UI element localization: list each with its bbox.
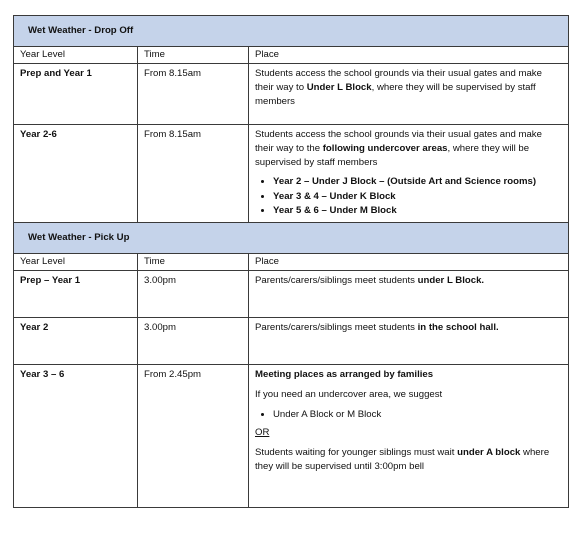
dropoff-header-row xyxy=(14,47,569,64)
dropoff-block-list xyxy=(255,175,562,219)
pickup-row3-place xyxy=(249,365,569,508)
dropoff-block-year5-6: • Year 5 & 6 – Under M Block xyxy=(273,204,562,218)
pickup-row3-wait-text: Students waiting for younger siblings must wait xyxy=(255,446,458,458)
dropoff-row2-place-text: Students access the school grounds via their usual gates and make their way to the xyxy=(255,128,542,154)
pickup-row3-level: Year 3 – 6 xyxy=(14,365,138,508)
pickup-row2-place xyxy=(249,318,569,365)
pickup-row2-level: Year 2 xyxy=(14,318,138,365)
dropoff-row-year2-6 xyxy=(14,124,569,222)
dropoff-section-title: Wet Weather - Drop Off xyxy=(14,16,569,47)
dropoff-row2-place-tail: , where they will be supervised by staff members xyxy=(255,142,530,168)
pickup-row3-wait xyxy=(255,446,562,474)
pickup-option-list xyxy=(255,408,562,422)
dropoff-row1-place xyxy=(249,63,569,124)
pickup-row3-wait-location: under A block xyxy=(457,446,521,458)
pickup-row2-place-text: Parents/carers/siblings meet students xyxy=(255,322,418,334)
pickup-row1-place xyxy=(249,271,569,318)
pickup-option-blocks: • Under A Block or M Block xyxy=(273,408,562,422)
dropoff-row1-place-location: Under L Block xyxy=(306,81,372,93)
dropoff-header-place: Place xyxy=(249,47,569,64)
pickup-row3-or: OR xyxy=(255,426,270,438)
pickup-row3-time: From 2.45pm xyxy=(138,365,249,508)
pickup-header-level: Year Level xyxy=(14,254,138,271)
pickup-header-row xyxy=(14,254,569,271)
pickup-row1-time: 3.00pm xyxy=(138,271,249,318)
dropoff-block-year2: • Year 2 – Under J Block – (Outside Art and Science rooms) xyxy=(273,175,562,189)
wet-weather-table xyxy=(13,15,569,508)
pickup-row2-place-location: in the school hall. xyxy=(417,322,499,334)
dropoff-row2-place-para xyxy=(255,128,562,170)
dropoff-row2-level: Year 2-6 xyxy=(14,124,138,222)
dropoff-row1-place-text: Students access the school grounds via their usual gates and make their way to xyxy=(255,67,542,93)
dropoff-row1-place-tail: , where they will be supervised by staff members xyxy=(255,81,536,107)
dropoff-block-year3-4: • Year 3 & 4 – Under K Block xyxy=(273,190,562,204)
pickup-section-title: Wet Weather - Pick Up xyxy=(14,223,569,254)
dropoff-row1-level: Prep and Year 1 xyxy=(14,63,138,124)
pickup-section-row xyxy=(14,223,569,254)
dropoff-section-row xyxy=(14,16,569,47)
pickup-row-year2 xyxy=(14,318,569,365)
dropoff-row2-place xyxy=(249,124,569,222)
pickup-row1-level: Prep – Year 1 xyxy=(14,271,138,318)
dropoff-row-prep-year1 xyxy=(14,63,569,124)
dropoff-header-time: Time xyxy=(138,47,249,64)
pickup-header-place: Place xyxy=(249,254,569,271)
dropoff-header-level: Year Level xyxy=(14,47,138,64)
pickup-row1-place-text: Parents/carers/siblings meet students xyxy=(255,275,418,287)
dropoff-row2-place-location: following undercover areas xyxy=(322,142,448,154)
pickup-row2-time: 3.00pm xyxy=(138,318,249,365)
pickup-header-time: Time xyxy=(138,254,249,271)
pickup-row-prep-year1 xyxy=(14,271,569,318)
dropoff-row2-time: From 8.15am xyxy=(138,124,249,222)
pickup-row1-place-location: under L Block. xyxy=(417,275,485,287)
pickup-row3-suggest: If you need an undercover area, we suggest xyxy=(255,389,443,401)
pickup-row3-wait-tail: where they will be supervised until 3:00pm bell xyxy=(255,446,550,472)
pickup-row-year3-6 xyxy=(14,365,569,508)
pickup-row3-heading: Meeting places as arranged by families xyxy=(255,369,434,381)
dropoff-row1-time: From 8.15am xyxy=(138,63,249,124)
